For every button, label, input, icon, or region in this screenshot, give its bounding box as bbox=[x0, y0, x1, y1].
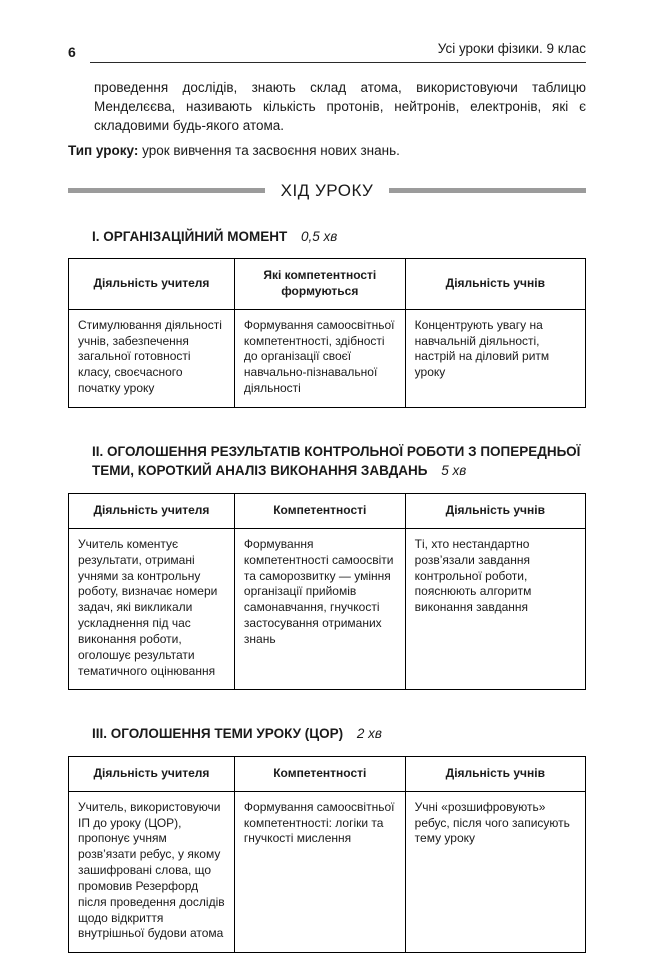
right-rule-bar bbox=[389, 188, 586, 193]
section-3-heading bbox=[92, 724, 586, 744]
section-1-heading bbox=[92, 227, 586, 247]
main-heading-row bbox=[68, 181, 586, 201]
section-2-title: ІІ. ОГОЛОШЕННЯ РЕЗУЛЬТАТІВ КОНТРОЛЬНОЇ РОБОТИ З ПОПЕРЕДНЬОЇ ТЕМИ, КОРОТКИЙ АНАЛІЗ ВИКОНАННЯ ЗАВДАНЬ bbox=[92, 443, 581, 479]
section-1 bbox=[68, 227, 586, 408]
section-3-duration: 2 хв bbox=[356, 726, 382, 742]
section-2-heading bbox=[92, 442, 586, 481]
table-cell-teacher-activity: Стимулювання діяльності учнів, забезпечення загальної готовності класу, своєчасного початку уроку bbox=[69, 309, 235, 407]
table-cell-student-activity: Учні «розшифровують» ребус, після чого записують тему уроку bbox=[405, 791, 585, 952]
page-header bbox=[68, 40, 586, 63]
section-3 bbox=[68, 724, 586, 953]
table-cell-teacher-activity: Учитель, використовуючи ІП до уроку (ЦОР), пропонує учням розв’язати ребус, у якому зашифровані слова, що промовив Резерфорд після проведення дослідів щодо відкриття внутрішньої будови атома bbox=[69, 791, 235, 952]
section-3-table bbox=[68, 756, 586, 953]
table-cell-competencies: Формування самоосвітньої компетентності, здібності до організації своєї навчально-пізнавальної діяльності bbox=[234, 309, 405, 407]
table-header-row bbox=[69, 756, 586, 791]
table-header-row bbox=[69, 259, 586, 310]
table-header-cell: Діяльність учнів bbox=[405, 494, 585, 529]
table-row bbox=[69, 791, 586, 952]
table-header-cell: Діяльність учителя bbox=[69, 756, 235, 791]
intro-paragraph: проведення дослідів, знають склад атома, використовуючи таблицю Менделєєва, називають кількість протонів, нейтронів, електронів, які є складовими будь-якого атома. bbox=[94, 80, 586, 133]
table-cell-competencies: Формування компетентності самоосвіти та саморозвитку — уміння організації прийомів самонавчання, гнучкості застосування отриманих знань bbox=[234, 528, 405, 689]
section-1-duration: 0,5 хв bbox=[301, 228, 338, 244]
section-2 bbox=[68, 442, 586, 690]
table-header-cell: Діяльність учнів bbox=[405, 756, 585, 791]
table-header-row bbox=[69, 494, 586, 529]
section-2-table bbox=[68, 493, 586, 690]
table-header-cell: Діяльність учнів bbox=[405, 259, 585, 310]
left-rule-bar bbox=[68, 188, 265, 193]
table-header-cell: Діяльність учителя bbox=[69, 494, 235, 529]
page-number: 6 bbox=[68, 44, 76, 60]
table-header-cell: Компетентності bbox=[234, 494, 405, 529]
table-cell-student-activity: Ті, хто нестандартно розв’язали завдання контрольної роботи, пояснюють алгоритм виконання завдання bbox=[405, 528, 585, 689]
section-1-table bbox=[68, 258, 586, 408]
running-title: Усі уроки фізики. 9 клас bbox=[437, 41, 586, 56]
table-header-cell: Які компетентності формуються bbox=[234, 259, 405, 310]
lesson-type-label: Тип уроку: bbox=[68, 142, 139, 158]
table-header-cell: Діяльність учителя bbox=[69, 259, 235, 310]
header-rule bbox=[90, 40, 586, 63]
lesson-type-line bbox=[68, 142, 586, 161]
section-2-duration: 5 хв bbox=[441, 463, 467, 479]
table-header-cell: Компетентності bbox=[234, 756, 405, 791]
table-cell-competencies: Формування самоосвітньої компетентності: логіки та гнучкості мислення bbox=[234, 791, 405, 952]
table-cell-student-activity: Концентрують увагу на навчальній діяльності, настрій на діловий ритм уроку bbox=[405, 309, 585, 407]
table-row bbox=[69, 528, 586, 689]
main-heading: ХІД УРОКУ bbox=[280, 180, 374, 200]
section-3-title: ІІІ. ОГОЛОШЕННЯ ТЕМИ УРОКУ (ЦОР) bbox=[92, 726, 344, 742]
section-1-title: І. ОРГАНІЗАЦІЙНИЙ МОМЕНТ bbox=[92, 228, 288, 244]
table-cell-teacher-activity: Учитель коментує результати, отримані учнями за контрольну роботу, визначає номери задач, які викликали ускладнення під час виконання роботи, оголошує результати тематичного оцінювання bbox=[69, 528, 235, 689]
table-row bbox=[69, 309, 586, 407]
lesson-type-text: урок вивчення та засвоєння нових знань. bbox=[142, 142, 400, 158]
